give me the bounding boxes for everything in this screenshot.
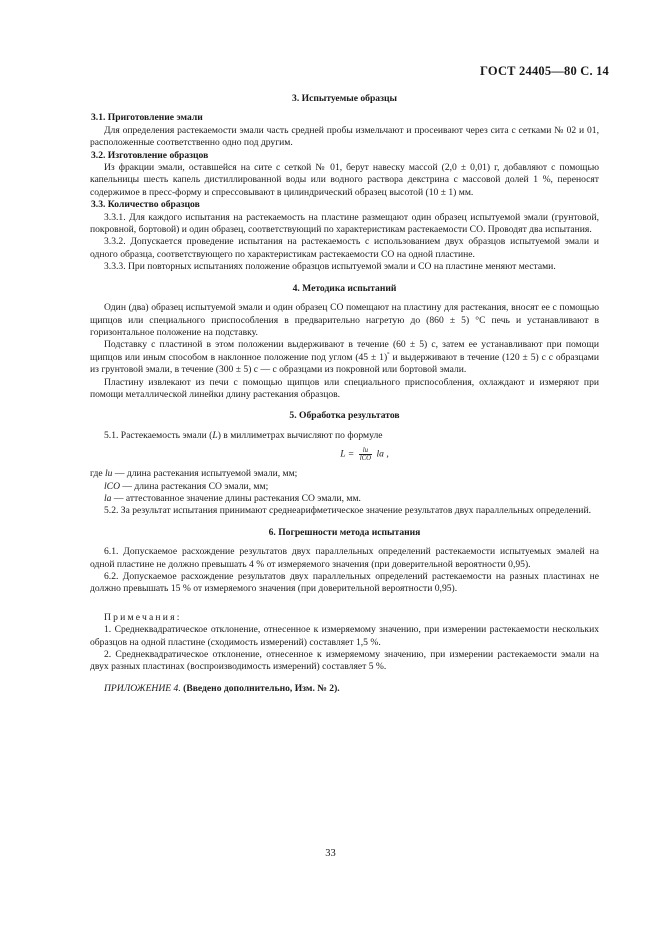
formula-denominator: lСО	[359, 455, 372, 463]
paragraph-6-2: 6.2. Допускаемое расхождение результатов двух параллельных определений растекаемости на разных пластинах не должно превышать 15 % от измеряемого значения (при доверительной вероятности 0,95).	[90, 571, 599, 595]
paragraph-3-3-3: 3.3.3. При повторных испытаниях положение образцов испытуемой эмали и СО на пластине меняют местами.	[104, 261, 556, 273]
paragraph-3-2: Из фракции эмали, оставшейся на сите с сеткой № 01, берут навеску массой (2,0 ± 0,01) г, добавляют с помощью капельницы шесть капель дистиллированной воды или водного раствора декстрина с массовой долей 1 %, переносят содержимое в пресс-форму и спрессовывают в цилиндрический образец высотой (10 ± 1) мм.	[90, 162, 599, 198]
section-3-title: 3. Испытуемые образцы	[292, 93, 397, 104]
notes-heading: Примечания:	[104, 611, 182, 623]
page-header: ГОСТ 24405—80 С. 14	[480, 64, 609, 78]
section-4-title: 4. Методика испытаний	[292, 282, 397, 294]
formula-lhs: L =	[340, 448, 355, 460]
formula-multiplier: lа	[376, 448, 384, 460]
paragraph-3-3-1: 3.3.1. Для каждого испытания на растекаемость на пластине размещают один образец испытуемой эмали (грунтовой, покровной, бортовой) и один образец, соответствующий по характеристикам растекаемости СО. Проводят два испытания.	[90, 211, 599, 236]
subsection-3-1-title: 3.1. Приготовление эмали	[91, 112, 203, 124]
section-5-title: 5. Обработка результатов	[289, 410, 400, 422]
paragraph-6-1: 6.1. Допускаемое расхождение результатов двух параллельных определений растекаемости испытуемых эмалей на одной пластине не должно превышать 4 % от измеряемого значения (при доверительной вероятности 0,95).	[90, 546, 599, 570]
paragraph-3-1: Для определения растекаемости эмали часть средней пробы измельчают и просеивают через сита с сетками № 02 и 01, расположенные соответственно одно под другим.	[90, 124, 599, 149]
paragraph-5-1: 5.1. Растекаемость эмали (L) в миллиметрах вычисляют по формуле	[104, 429, 383, 441]
formula	[130, 447, 599, 462]
formula-fraction	[359, 447, 372, 462]
where-line-2: lСО — длина растекания СО эмали, мм;	[104, 480, 269, 492]
paragraph-3-3-2: 3.3.2. Допускается проведение испытания на растекаемость с использованием двух образцов испытуемой эмали и одного образца, соответствующего по характеристикам растекаемости СО на одной пластине.	[90, 236, 599, 260]
where-line-3: lа — аттестованное значение длины растекания СО эмали, мм.	[104, 492, 361, 504]
formula-numerator: lи	[359, 447, 372, 455]
page-content	[90, 93, 599, 695]
formula-end: ,	[386, 448, 389, 460]
paragraph-4-2: Подставку с пластиной в этом положении выдерживают в течение (60 ± 5) с, затем ее устанавливают при помощи щипцов или иным способом в наклонное положение под углом (45 ± 1)° и выдерживают в течение (120 ± 5) с с образцами из грунтовой эмали, в течение (300 ± 5) с — с образцами из покровной или бортовой эмали.	[90, 339, 599, 376]
paragraph-4-1: Один (два) образец испытуемой эмали и один образец СО помещают на пластину для растекания, вносят ее с помощью щипцов или специального приспособления в предварительно нагретую до (860 ± 5) °С печь и устанавливают в горизонтальное положение на подставку.	[90, 302, 599, 338]
page-number: 33	[325, 848, 336, 859]
where-line-1: где lи — длина растекания испытуемой эмали, мм;	[90, 468, 298, 480]
subsection-3-2-title: 3.2. Изготовление образцов	[91, 149, 209, 161]
subsection-3-3-title: 3.3. Количество образцов	[91, 199, 200, 211]
paragraph-5-2: 5.2. За результат испытания принимают среднеарифметическое значение результатов двух параллельных определений.	[104, 505, 591, 517]
paragraph-4-3: Пластину извлекают из печи с помощью щипцов или специального приспособления, охлаждают и измеряют при помощи металлической линейки длину растекания образцов.	[90, 376, 599, 400]
section-6-title: 6. Погрешности метода испытания	[268, 526, 421, 538]
note-1: 1. Среднеквадратическое отклонение, отнесенное к измеряемому значению, при измерении растекаемости нескольких образцов на одной пластине (сходимость измерений) составляет 1,5 %.	[90, 624, 599, 648]
note-2: 2. Среднеквадратическое отклонение, отнесенное к измеряемому значению, при измерении растекаемости эмали на двух разных пластинах (воспроизводимость измерений) составляет 5 %.	[90, 649, 599, 673]
appendix-note: ПРИЛОЖЕНИЕ 4. (Введено дополнительно, Изм. № 2).	[104, 682, 340, 694]
